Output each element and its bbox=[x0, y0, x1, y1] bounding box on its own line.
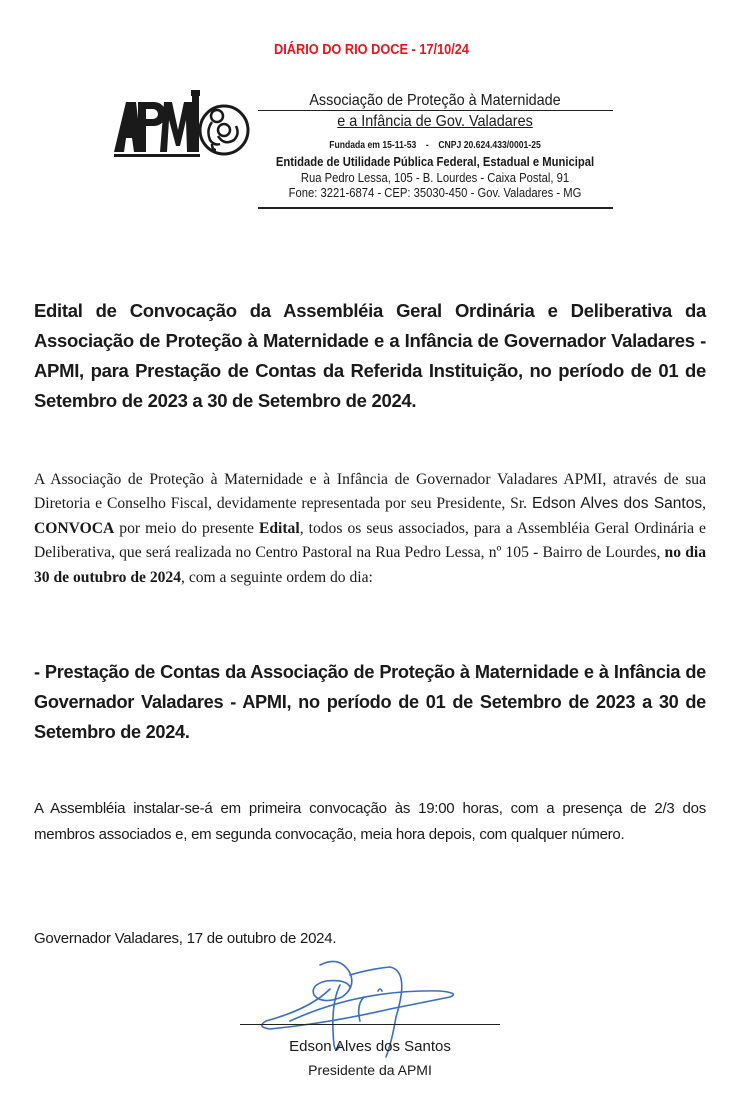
newspaper-header: DIÁRIO DO RIO DOCE - 17/10/24 bbox=[273, 42, 470, 58]
convoca-bold: CONVOCA bbox=[34, 519, 115, 537]
founded-separator: - bbox=[425, 139, 429, 151]
place-date: Governador Valadares, 17 de outubro de 2024. bbox=[34, 930, 337, 947]
edital-bold: Edital bbox=[258, 519, 300, 537]
apmi-logo bbox=[112, 90, 252, 162]
org-name-line2 bbox=[273, 113, 597, 131]
letterhead-rule-bottom bbox=[258, 207, 613, 209]
para1-text-4: , todos os seus associados, para a Assembléia Geral Ordinária e Deliberativa, que será realizada no Centro Pastoral na Rua Pedro Lessa, nº 105 - Bairro de Lourdes, bbox=[34, 519, 706, 562]
letterhead-rule-top bbox=[258, 110, 613, 111]
founded-date: Fundada em 15-11-53 bbox=[329, 139, 417, 151]
entity-status: Entidade de Utilidade Pública Federal, Estadual e Municipal bbox=[275, 155, 595, 169]
address: Rua Pedro Lessa, 105 - B. Lourdes - Caixa Postal, 91 bbox=[300, 171, 570, 185]
meeting-date-bold: no dia 30 de outubro de 2024 bbox=[34, 544, 706, 586]
agenda-item: - Prestação de Contas da Associação de Proteção à Maternidade e à Infância de Governador Valadares - APMI, no período de 01 de Setembro de 2023 a 30 de Setembro de 2024. bbox=[34, 662, 706, 742]
signatory-name: Edson Alves dos Santos bbox=[289, 1038, 451, 1055]
signature-line bbox=[240, 1024, 500, 1025]
org-name-line1: Associação de Proteção à Maternidade bbox=[309, 92, 561, 109]
para1-text-3: por meio do presente bbox=[114, 519, 259, 537]
founded-cnpj-line bbox=[287, 139, 582, 151]
para1-text-2: , bbox=[702, 495, 706, 513]
phone-cep: Fone: 3221-6874 - CEP: 35030-450 - Gov. Valadares - MG bbox=[288, 186, 582, 200]
para1-text-5: , com a seguinte ordem do dia: bbox=[181, 568, 373, 586]
president-name: Edson Alves dos Santos bbox=[531, 495, 703, 513]
quorum-paragraph: A Assembléia instalar-se-á em primeira convocação às 19:00 horas, com a presença de 2/3 dos membros associados e, em segunda convocação, meia hora depois, com qualquer número. bbox=[34, 800, 706, 843]
cnpj: CNPJ 20.624.433/0001-25 bbox=[438, 139, 541, 151]
convocation-paragraph bbox=[34, 468, 706, 590]
org-name-line2-text: e a Infância de Gov. Valadares bbox=[337, 113, 533, 130]
document-title: Edital de Convocação da Assembléia Geral Ordinária e Deliberativa da Associação de Proteção à Maternidade e a Infância de Governador Valadares - APMI, para Prestação de Contas da Referida Instituição, no período de 01 de Setembro de 2023 a 30 de Setembro de 2024. bbox=[34, 300, 706, 411]
para1-text-1: A Associação de Proteção à Maternidade e à Infância de Governador Valadares APMI, através de sua Diretoria e Conselho Fiscal, devidamente representada por seu Presidente, Sr. bbox=[34, 471, 706, 513]
signatory-role: Presidente da APMI bbox=[308, 1062, 432, 1078]
